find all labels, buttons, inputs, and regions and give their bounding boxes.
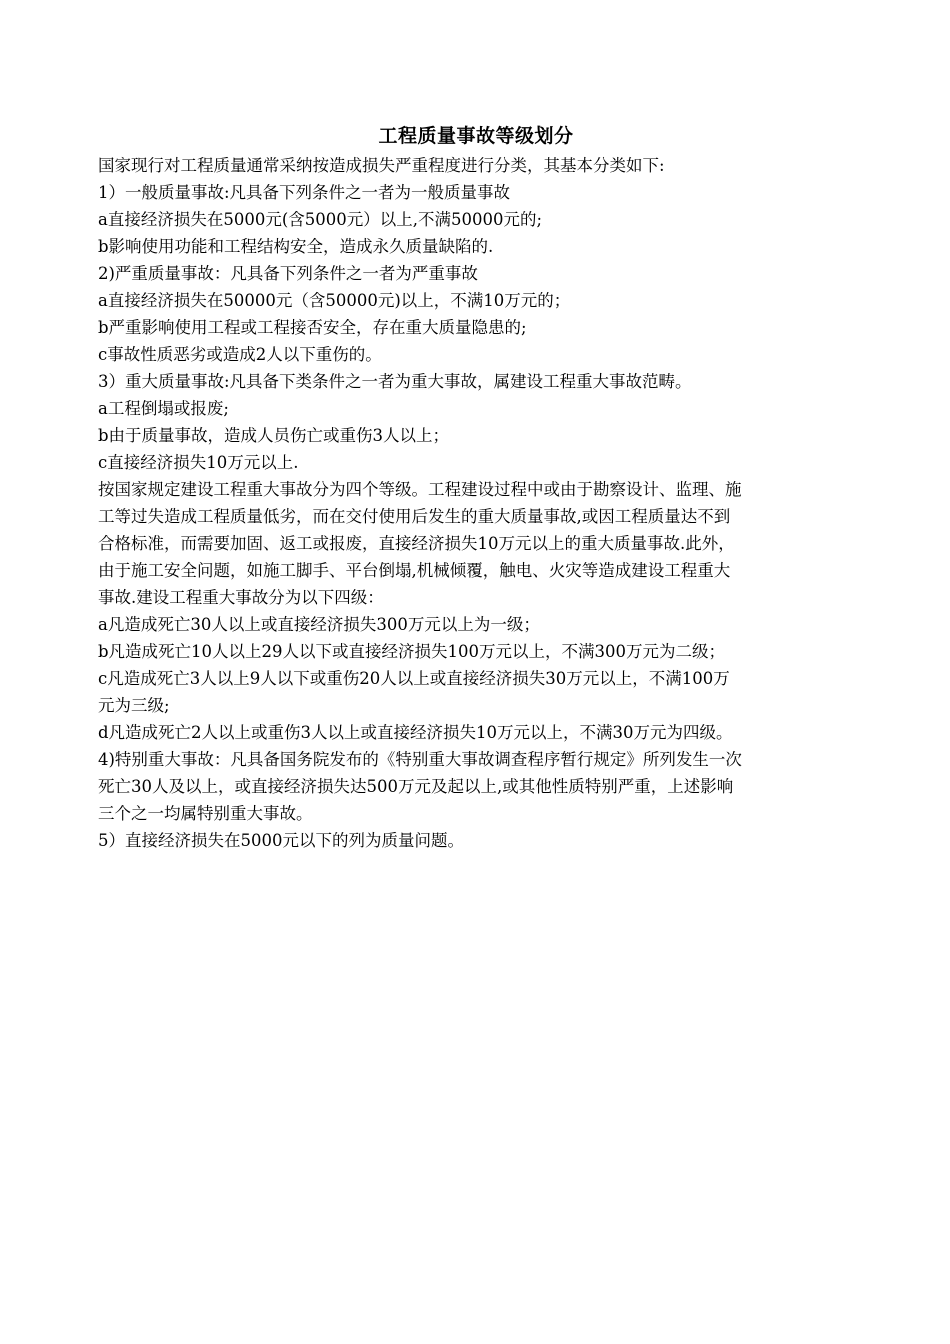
grading-paragraph-line: 工等过失造成工程质量低劣，而在交付使用后发生的重大质量事故,或因工程质量达不到 bbox=[98, 507, 731, 526]
section-5-line: 5）直接经济损失在5000元以下的列为质量问题。 bbox=[98, 831, 464, 850]
section-2-heading: 2)严重质量事故：凡具备下列条件之一者为严重事故 bbox=[98, 264, 478, 283]
section-2-item-b: b严重影响使用工程或工程接否安全，存在重大质量隐患的; bbox=[98, 318, 527, 337]
section-3-item-b: b由于质量事故，造成人员伤亡或重伤3人以上； bbox=[98, 426, 450, 445]
grade-item-b: b凡造成死亡10人以上29人以下或直接经济损失100万元以上，不满300万元为二级； bbox=[98, 642, 726, 661]
grading-paragraph-line: 由于施工安全问题，如施工脚手、平台倒塌,机械倾覆，触电、火灾等造成建设工程重大 bbox=[98, 561, 731, 580]
grade-item-d: d凡造成死亡2人以上或重伤3人以上或直接经济损失10万元以上，不满30万元为四级。 bbox=[98, 723, 733, 742]
section-1-item-b: b影响使用功能和工程结构安全，造成永久质量缺陷的. bbox=[98, 237, 494, 256]
grade-item-c: c凡造成死亡3人以上9人以下或重伤20人以上或直接经济损失30万元以上，不满100万 bbox=[98, 669, 730, 688]
section-3-heading: 3）重大质量事故:凡具备下类条件之一者为重大事故，属建设工程重大事故范畴。 bbox=[98, 372, 692, 391]
section-4-line: 4)特别重大事故：凡具备国务院发布的《特别重大事故调查程序暂行规定》所列发生一次 bbox=[98, 750, 742, 769]
section-2-item-c: c事故性质恶劣或造成2人以下重伤的。 bbox=[98, 345, 382, 364]
grading-paragraph-line: 合格标准，而需要加固、返工或报废，直接经济损失10万元以上的重大质量事故.此外， bbox=[98, 534, 735, 553]
grading-paragraph-line: 按国家规定建设工程重大事故分为四个等级。工程建设过程中或由于勘察设计、监理、施 bbox=[98, 480, 742, 499]
intro-line: 国家现行对工程质量通常采纳按造成损失严重程度进行分类，其基本分类如下: bbox=[98, 156, 665, 175]
grading-paragraph-line: 事故.建设工程重大事故分为以下四级： bbox=[98, 588, 384, 607]
section-2-item-a: a直接经济损失在50000元（含50000元)以上，不满10万元的； bbox=[98, 291, 571, 310]
section-3-item-a: a工程倒塌或报废; bbox=[98, 399, 229, 418]
section-1-heading: 1）一般质量事故:凡具备下列条件之一者为一般质量事故 bbox=[98, 183, 511, 202]
section-3-item-c: c直接经济损失10万元以上. bbox=[98, 453, 299, 472]
section-1-item-a: a直接经济损失在5000元(含5000元）以上,不满50000元的; bbox=[98, 210, 543, 229]
grade-item-c-continued: 元为三级; bbox=[98, 696, 170, 715]
document-title: 工程质量事故等级划分 bbox=[378, 125, 574, 147]
grade-item-a: a凡造成死亡30人以上或直接经济损失300万元以上为一级； bbox=[98, 615, 540, 634]
section-4-line: 三个之一均属特别重大事故。 bbox=[98, 804, 313, 823]
section-4-line: 死亡30人及以上，或直接经济损失达500万元及起以上,或其他性质特别严重，上述影响 bbox=[98, 777, 734, 796]
